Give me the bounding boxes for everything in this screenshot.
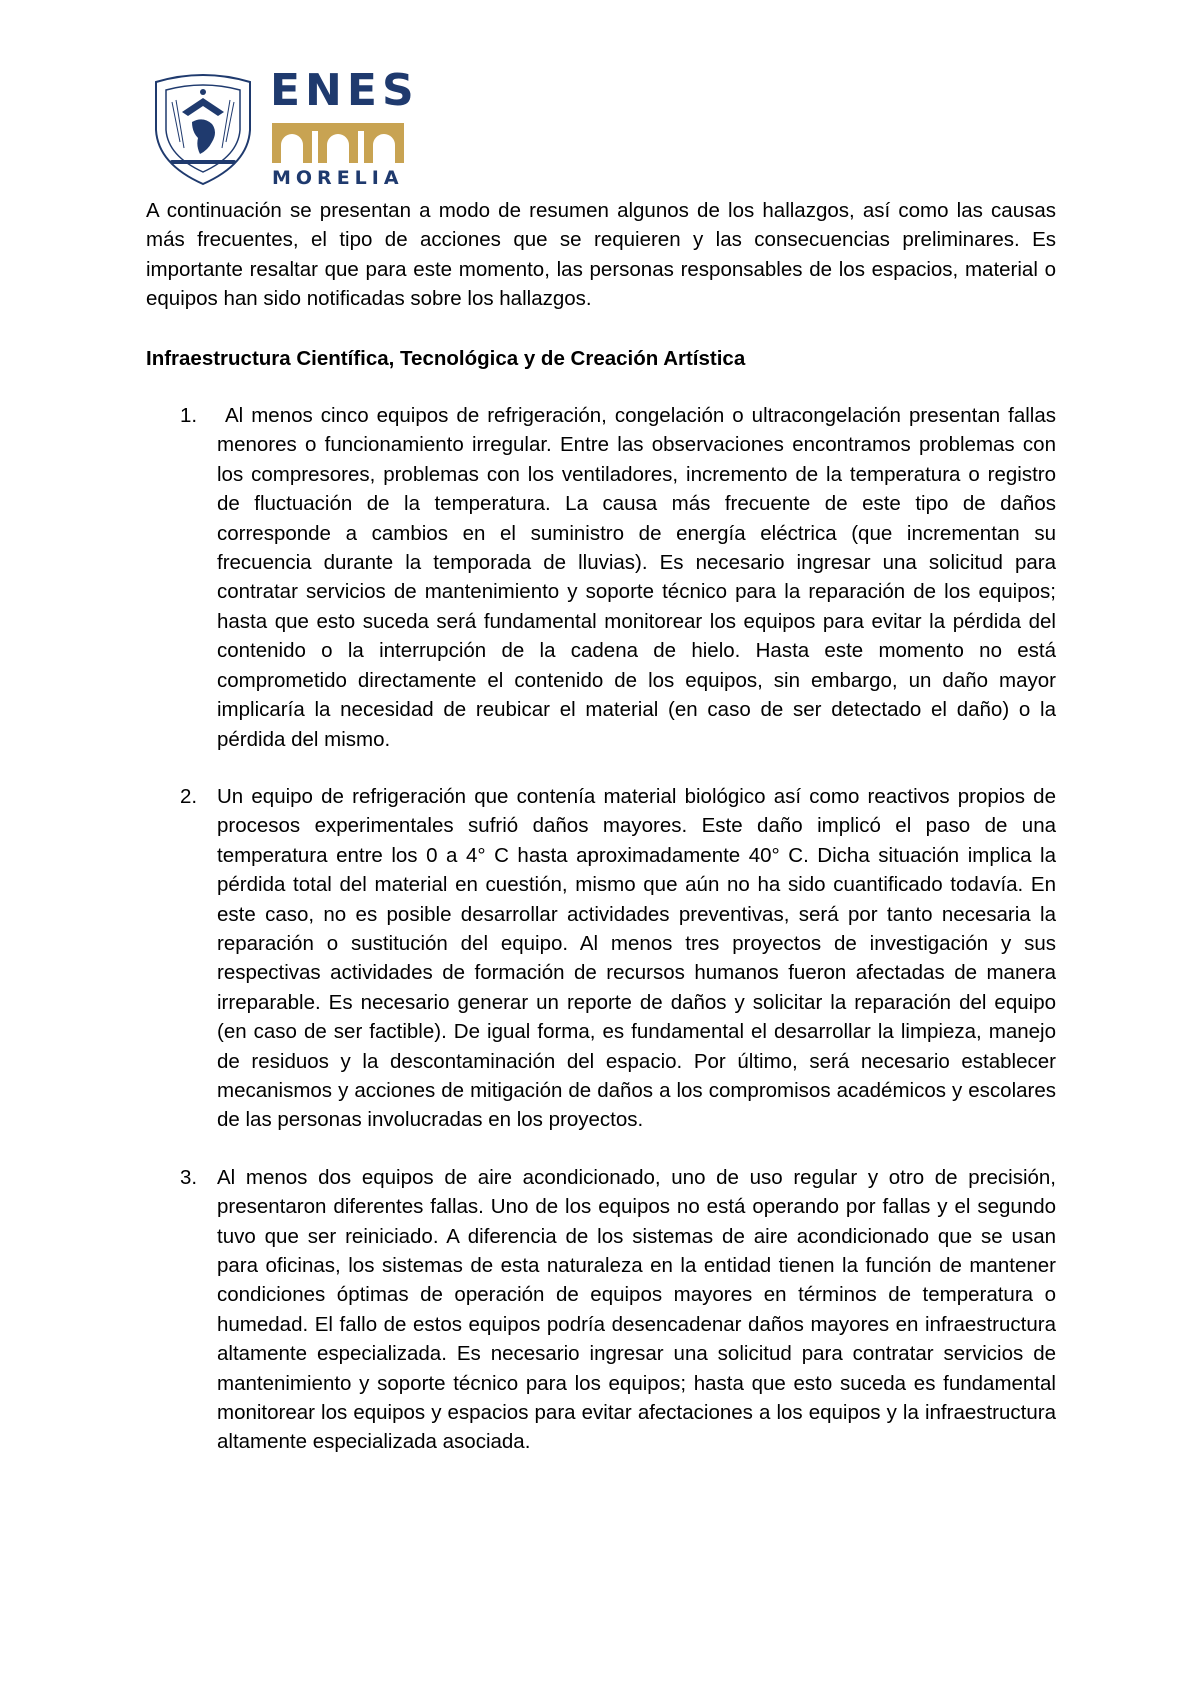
list-item-text: Al menos dos equipos de aire acondicionado, uno de uso regular y otro de precisión, presentaron diferentes fallas. Uno de los equipos no está operando por fallas y el segundo tuvo que ser reiniciado. A diferencia de los sistemas de aire acondicionado que se usan para oficinas, los sistemas de esta naturaleza en la entidad tienen la función de mantener condiciones óptimas de operación de equipos mayores en términos de temperatura o humedad. El fallo de estos equipos podría desencadenar daños mayores en infraestructura altamente especializada. Es necesario ingresar una solicitud para contratar servicios de mantenimiento y soporte técnico para los equipos; hasta que esto suceda es fundamental monitorear los equipos y espacios para evitar afectaciones a los equipos y la infraestructura altamente especializada asociada. [217, 1165, 1056, 1454]
findings-list [146, 401, 1062, 1457]
list-item-text: Un equipo de refrigeración que contenía material biológico así como reactivos propios de procesos experimentales sufrió daños mayores. Este daño implicó el paso de una temperatura entre los 0 a 4° C hasta aproximadamente 40° C. Dicha situación implica la pérdida total del material en cuestión, mismo que aún no ha sido cuantificado todavía. En este caso, no es posible desarrollar actividades preventivas, será por tanto necesaria la reparación o sustitución del equipo. Al menos tres proyectos de investigación y sus respectivas actividades de formación de recursos humanos fueron afectadas de manera irreparable. Es necesario generar un reporte de daños y solicitar la reparación del equipo (en caso de ser factible). De igual forma, es fundamental el desarrollar la limpieza, manejo de residuos y la descontaminación del espacio. Por último, será necesario establecer mecanismos y acciones de mitigación de daños a los compromisos académicos y escolares de las personas involucradas en los proyectos. [217, 784, 1056, 1132]
list-item-text: Al menos cinco equipos de refrigeración, congelación o ultracongelación presentan fallas menores o funcionamiento irregular. Entre las observaciones encontramos problemas con los compresores, problemas con los ventiladores, incremento de la temperatura o registro de fluctuación de la temperatura. La causa más frecuente de este tipo de daños corresponde a cambios en el suministro de energía eléctrica (que incrementan su frecuencia durante la temporada de lluvias). Es necesario ingresar una solicitud para contratar servicios de mantenimiento y soporte técnico para la reparación de los equipos; hasta que esto suceda será fundamental monitorear los equipos para evitar la pérdida del contenido o la interrupción de la cadena de hielo. Hasta este momento no está comprometido directamente el contenido de los equipos, sin embargo, un daño mayor implicaría la necesidad de reubicar el material (en caso de ser detectado el daño) o la pérdida del mismo. [217, 404, 1062, 751]
list-item [146, 782, 1056, 1135]
list-item-number: 3. [180, 1165, 198, 1189]
logo-wordmark: ENES [270, 65, 419, 116]
page-header [148, 65, 448, 192]
list-item [146, 401, 1062, 754]
list-item [146, 1163, 1056, 1457]
unam-seal-icon [148, 72, 258, 187]
logo-subtitle: MORELIA [272, 167, 404, 189]
enes-morelia-logo [270, 65, 440, 192]
aqueduct-arches-icon [272, 123, 404, 163]
list-item-number: 2. [180, 784, 198, 808]
document-body [146, 196, 1062, 1485]
list-item-number: 1. [180, 404, 198, 428]
section-title: Infraestructura Científica, Tecnológica y de Creación Artística [146, 346, 746, 370]
intro-paragraph: A continuación se presentan a modo de resumen algunos de los hallazgos, así como las causas más frecuentes, el tipo de acciones que se requieren y las consecuencias preliminares. Es importante resaltar que para este momento, las personas responsables de los espacios, material o equipos han sido notificadas sobre los hallazgos. [146, 199, 1056, 311]
